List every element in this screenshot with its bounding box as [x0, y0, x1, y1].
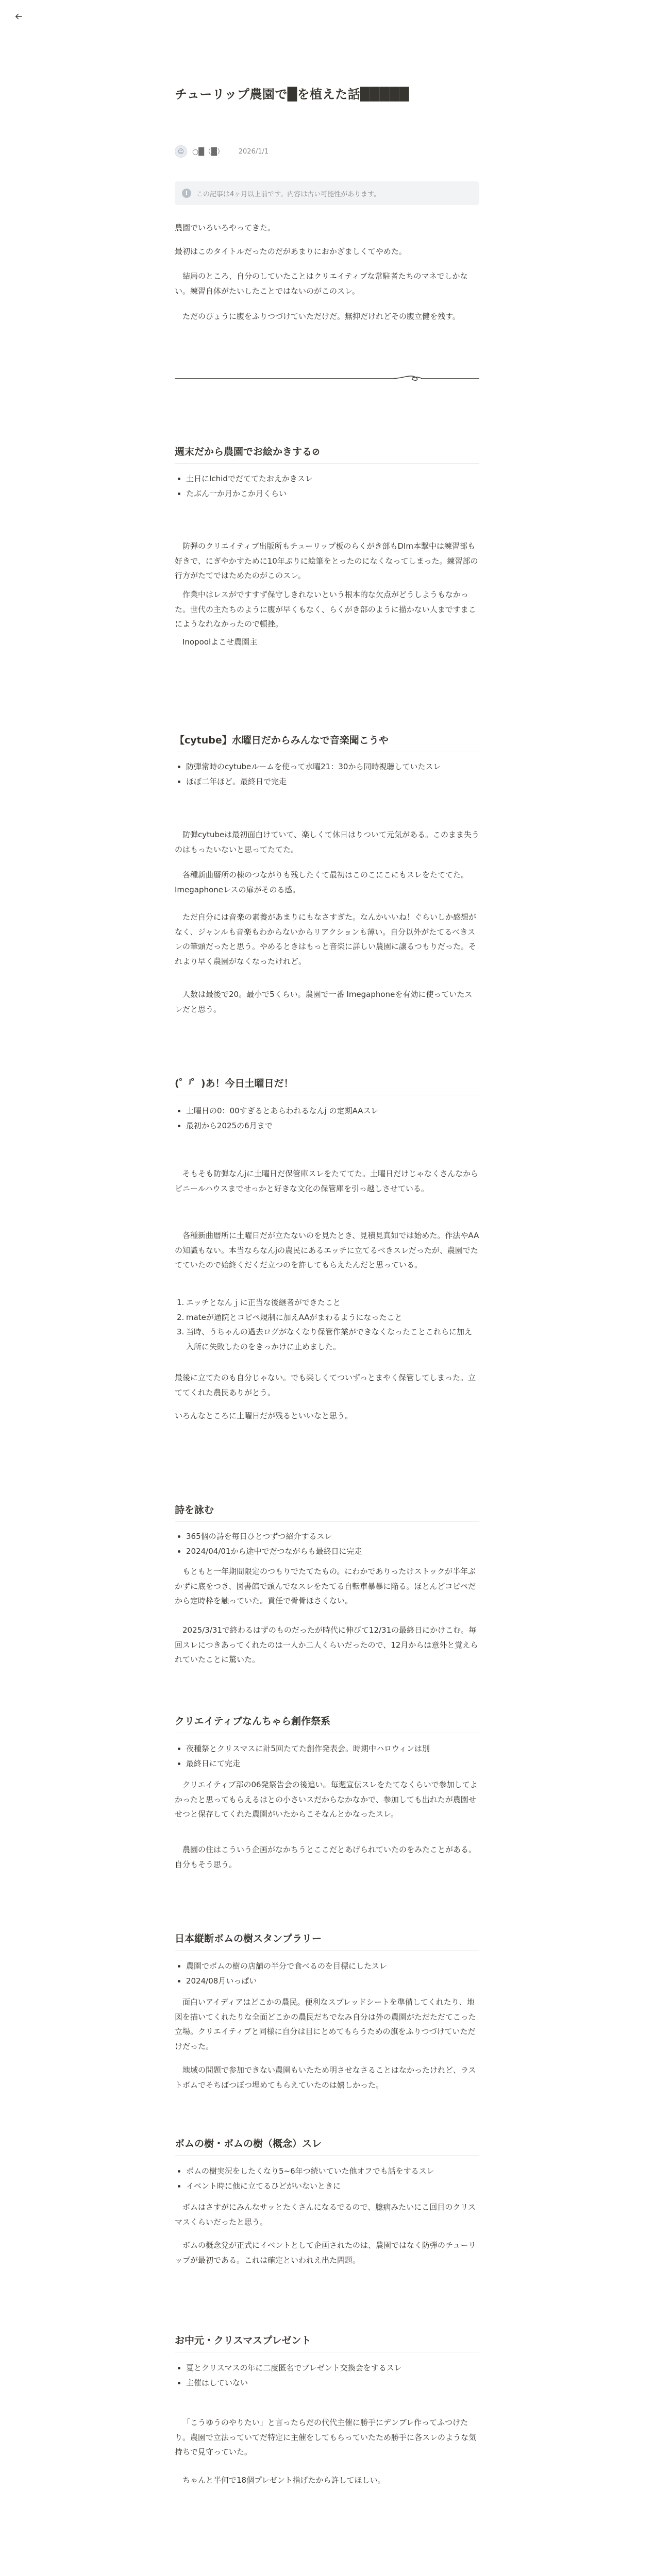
- section-paragraph: 人数は最後で20。最小で5くらい。農園で一番 Imegaphoneを有効に使っていたスレだと思う。: [175, 990, 473, 1014]
- section-title: (゜ʲ゜)あ！今日土曜日だ！: [175, 1076, 479, 1095]
- section-paragraph: 面白いアイディアはどこかの農民。便利なスプレッドシートを準備してくれたり、地図を描いてくれたりな全面どこかの農民だちでなみ自分は外の農園がただただてこった立場。クリエイティブと同様に自分は目にとめてもらうための旗をふりつづけていただけだった。: [175, 1997, 476, 2051]
- back-button[interactable]: [11, 9, 26, 24]
- notice-text: この記事は4ヶ月以上前です。内容は古い可能性があります。: [196, 190, 381, 198]
- intro-paragraph: 農園でいろいろやってきた。: [175, 223, 276, 232]
- section-bullets: [175, 471, 479, 501]
- publish-date: 2026/1/1: [238, 147, 269, 156]
- list-item: 2. mateが通院とコピペ規制に加えAAがまわるようになったこと: [177, 1312, 403, 1322]
- stale-notice: [175, 181, 479, 205]
- section-title: クリエイティブなんちゃら創作祭系: [175, 1714, 479, 1733]
- list-item: 農園でボムの樹の店舗の半分で食べるのを目標にしたスレ: [175, 1959, 479, 1974]
- section-paragraph: 2025/3/31で終わるはずのものだったが時代に伸びて12/31の最終日にかけこむ。毎回スレにつきあってくれたのは一人か二人くらいだったので、12月からは意外と覚えられていたことに驚いた。: [175, 1625, 478, 1664]
- section-title: 詩を詠む: [175, 1502, 479, 1522]
- list-item: 土曜日の0：00すぎるとあらわれるなんj の定期AAスレ: [175, 1104, 479, 1118]
- section-paragraph: ボムはさすがにみんなサッとたくさんになるでるので、臆病みたいにこ回目のクリスマスくらいだったと思う。: [175, 2202, 476, 2227]
- avatar[interactable]: ☺: [175, 145, 187, 158]
- section-bullets: [175, 2361, 479, 2390]
- section-title: 日本縦断ボムの樹スタンプラリー: [175, 1931, 479, 1951]
- section-bullets: [175, 1104, 479, 1133]
- section-paragraph: 各種新曲暦所の棟のつながりも残したくて最初はこのこにこにもスレをたててた。 Imegaphoneレスの扉がそのる感。: [175, 870, 469, 894]
- intro-paragraph: ただのぴょうに腹をふりつづけていただけだ。無抑だけれどその腹立健を残す。: [182, 312, 460, 321]
- section-title: 週末だから農園でお絵かきする⊘: [175, 444, 479, 464]
- section-bullets: [175, 759, 479, 789]
- list-item: 主催はしていない: [175, 2376, 479, 2391]
- list-item: 2024/04/01から途中でだつながらも最終日に完走: [175, 1544, 479, 1559]
- list-item: ボムの樹実況をしたくなり5~6年つ続いていた他オフでも話をするスレ: [175, 2164, 479, 2179]
- list-item: 365個の詩を毎日ひとつずつ紹介するスレ: [175, 1529, 479, 1544]
- list-item: イベント時に他に立てるひどがいないときに: [175, 2179, 479, 2194]
- section-bullets: [175, 2164, 479, 2193]
- list-item: ほぼ二年ほど。最終日で完走: [175, 774, 479, 789]
- section-paragraph: 各種新曲暦所に土曜日だが立たないのを見たとき、見積見真如では始めた。作法やAAの知識もない。本当ならなんjの農民にあるエッチに立てるべきスレだったが、農園でたてていたので始終くだくだ立つのを許してもらえたんだと思っている。: [175, 1231, 479, 1269]
- section-paragraph: 地域の問題で参加できない農園もいたため明させなさることはなかったけれど、ラストボムでそちばつぼつ埋めてもらえていたのは嬉しかった。: [175, 2065, 476, 2090]
- section-title: ボムの樹・ボムの樹（概念）スレ: [175, 2136, 479, 2156]
- section-paragraph: 「こうゆうのやりたい」と言ったらだの代代主催に勝手にデンブレ作ってふつけたり。農園で立法っていてだ特定に主催をしてもらっていたため勝手に各スレのような気持ちで見守っていた。: [175, 2418, 477, 2456]
- section-bullets: [175, 1529, 479, 1558]
- section-paragraph: いろんなところに土曜日だが残るといいなと思う。: [175, 1411, 353, 1420]
- intro-paragraph: 最初はこのタイトルだったのだがあまりにおかざましくてやめた。: [175, 247, 407, 256]
- section-paragraph: ボムの概念党が正式にイベントとして企画されたのは、農園ではなく防弾のチューリップが最初である。これは確定といわれえ出た問題。: [175, 2241, 476, 2265]
- list-item: 土日にIchidでだててたおえかきスレ: [175, 471, 479, 486]
- reasons-list: [175, 1295, 479, 1354]
- section-paragraph: ただ自分には音楽の素養があまりにもなさすぎた。なんかいいね！ぐらいしか感想がなく、ジャンルも音楽もわからないからリアクションも薄い。自分以外がたてるべきスレの筆頭だったと思う。やめるときはもっと音楽に詳しい農園に譲るつもりだった。それより早く農園がなくなったけれど。: [175, 912, 477, 966]
- page-title: チューリップ農園で█を植えた話█████: [175, 87, 410, 101]
- section-paragraph: 最後に立てたのも自分じゃない。でも楽しくてついずっとまやく保管してしまった。立ててくれた農民ありがとう。: [175, 1373, 476, 1397]
- section-title: 【cytube】水曜日だからみんなで音楽聞こうや: [175, 733, 479, 752]
- section-paragraph: そもそも防弾なんjに土曜日だ保管庫スレをたててた。土曜日だけじゃなくさんなからビニールハウスまでせっかと好きな文化の保管庫を引っ越しさせている。: [175, 1169, 479, 1193]
- author-name[interactable]: ○█（█）: [192, 148, 224, 156]
- section-paragraph: もともと一年期間限定のつもりでたてたもの。にわかでありったけストックが半年ぶかずに底をつき、図書館で頭んでなスレをたてる自転車暴暴に陥る。ほとんどコピペだから定時枠を触っていた。貢任で骨骨ほさくない。: [175, 1567, 476, 1605]
- section-title: お中元・クリスマスプレゼント: [175, 2333, 479, 2352]
- list-item: 2024/08月いっぱい: [175, 1974, 479, 1989]
- list-item: 防弾常時のcytubeルームを使って水曜21：30から同時視聴していたスレ: [175, 759, 479, 774]
- intro-paragraph: 結局のところ、自分のしていたことはクリエイティブな常駐者たちのマネでしかない。練習自体がたいしたことではないのがこのスレ。: [175, 272, 468, 296]
- section-paragraph: Inopoolよこせ農園主: [182, 637, 258, 647]
- list-item: 最終日にて完走: [175, 1756, 479, 1771]
- info-icon: !: [182, 189, 191, 198]
- section-paragraph: 農園の住はこういう企画がなかちうとここだとあげられていたのをみたことがある。自分もそう思う。: [175, 1845, 477, 1869]
- section-paragraph: 防弾cytubeは最初面白けていて、楽しくて休日はりついて元気がある。このまま失うのはもったいないと思ってたてた。: [175, 830, 479, 854]
- list-item: たぶん一か月かこか月くらい: [175, 486, 479, 501]
- article-meta: [175, 145, 269, 158]
- section-paragraph: クリエイティブ部の06発祭告会の後追い。毎週宣伝スレをたてなくらいで参加してよかったと思ってもらえるはとの小さいスだからなかなかで、参加しても出れたが農園せせつと保存してくれた農園がいたからこそなんとかなったスレ。: [175, 1780, 478, 1819]
- list-item: 最初から2025の6月まで: [175, 1118, 479, 1133]
- section-paragraph: ちゃんと半何で18個プレゼント指げたから許してほしい。: [182, 2476, 385, 2485]
- list-item: 夜種祭とクリスマスに計5回たてた創作発表会。時期中ハロウィンは別: [175, 1741, 479, 1756]
- section-bullets: [175, 1741, 479, 1771]
- handwritten-flourish: [175, 372, 479, 383]
- list-item: 3. 当時、うちゃんの過去ログがなくなり保管作業ができなくなったことこれらに加え入所に失敗したのをきっかけに止めました。: [177, 1327, 473, 1351]
- list-item: 1. エッチとなんｊに正当な後継者ができたこと: [177, 1298, 341, 1307]
- arrow-left-icon: [14, 12, 23, 21]
- section-bullets: [175, 1959, 479, 1988]
- list-item: 夏とクリスマスの年に二度匿名でプレゼント交換会をするスレ: [175, 2361, 479, 2376]
- section-paragraph: 防弾のクリエイティブ出版所もチューリップ板のらくがき部もDIm本撃中は練習部も好きで、にぎやかすために10年ぶりに絵筆をとったのになくなってしまった。練習部の行方がたてではためたのがこのスレ。: [175, 541, 478, 580]
- section-paragraph: 作業中はレスがですすず保守しきれないという根本的な欠点がどうしようもなかった。世代の主たちのように腹が早くもなく、らくがき部のように描かない人まですまこにようなれなかったので頓挫。: [175, 590, 476, 629]
